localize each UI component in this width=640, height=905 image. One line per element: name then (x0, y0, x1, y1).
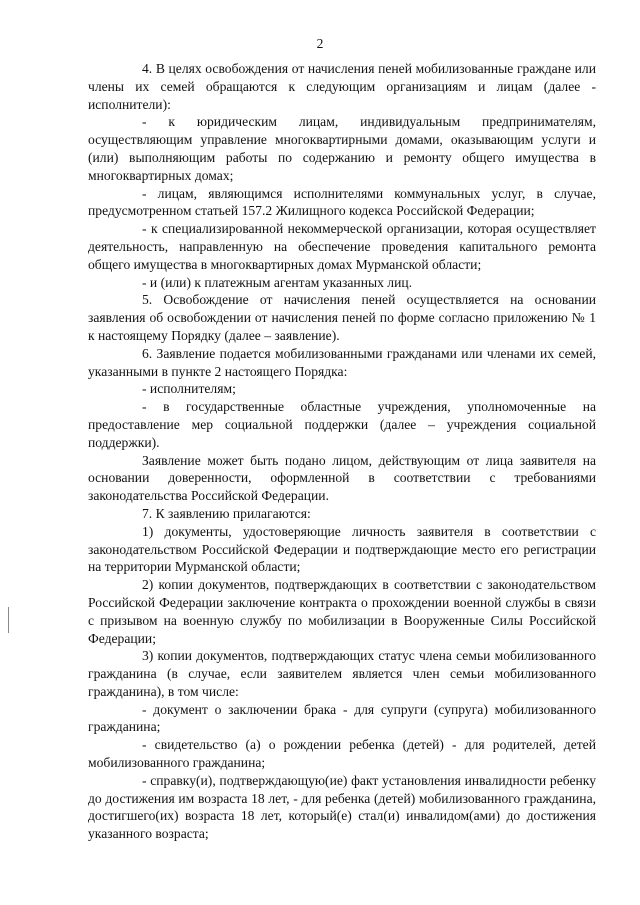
list-item-executors: - исполнителям; (142, 381, 236, 397)
paragraph-4: 4. В целях освобождения от начисления пеней мобилизованные граждане или члены их семей обращаются к следующим организациям и лицам (далее - исполнители): (88, 61, 596, 112)
document-body (88, 60, 596, 843)
page-number: 2 (316, 36, 324, 51)
list-item-birth-certificate: - свидетельство (а) о рождении ребенка (детей) - для родителей, детей мобилизованного гражданина; (88, 737, 596, 771)
paragraph-5: 5. Освобождение от начисления пеней осуществляется на основании заявления об освобождении от начисления пеней по форме согласно приложению № 1 к настоящему Порядку (далее – заявление). (88, 292, 596, 343)
list-item-contract-documents: 2) копии документов, подтверждающих в соответствии с законодательством Российской Федерации заключение контракта о прохождении военной службы в связи с призывом на военную службу по мобилизации в Вооруженные Силы Российской Федерации; (88, 577, 596, 646)
list-item-legal-entities: - к юридическим лицам, индивидуальным предпринимателям, осуществляющим управление многоквартирными домами, оказывающим услуги и (или) выполняющим работы по содержанию и ремонту общего имущества в многоквартирных домах; (88, 114, 596, 183)
paragraph-6: 6. Заявление подается мобилизованными гражданами или членами их семей, указанными в пункте 2 настоящего Порядка: (88, 345, 596, 379)
list-item-identity-documents: 1) документы, удостоверяющие личность заявителя в соответствии с законодательством Российской Федерации и подтверждающие место его регистрации на территории Мурманской области; (88, 523, 596, 575)
margin-mark (8, 607, 9, 633)
list-item-capital-repair-fund: - к специализированной некоммерческой организации, которая осуществляет деятельность, направленную на обеспечение проведения капитального ремонта общего имущества в многоквартирных домах Мурманской области; (88, 221, 596, 272)
list-item-payment-agents: - и (или) к платежным агентам указанных лиц. (142, 274, 413, 290)
paragraph-7: 7. К заявлению прилагаются: (142, 505, 311, 521)
list-item-disability-certificate: - справку(и), подтверждающую(ие) факт установления инвалидности ребенку до достижения им возраста 18 лет, - для ребенка (детей) мобилизованного гражданина, достигшего(их) возраста 18 лет, который(е) стал(и) инвалидом(ами) до достижения указанного возраста; (88, 772, 596, 842)
list-item-marriage-document: - документ о заключении брака - для супруги (супруга) мобилизованного гражданина; (88, 701, 596, 735)
list-item-social-support-institutions: - в государственные областные учреждения, уполномоченные на предоставление мер социальной поддержки (далее – учреждения социальной поддержки). (88, 399, 596, 450)
list-item-family-status-documents: 3) копии документов, подтверждающих статус члена семьи мобилизованного гражданина (в случае, если заявителем является член семьи мобилизованного гражданина), в том числе: (88, 648, 596, 699)
paragraph-proxy: Заявление может быть подано лицом, действующим от лица заявителя на основании доверенности, оформленной в соответствии с требованиями законодательства Российской Федерации. (88, 452, 596, 504)
list-item-utility-providers: - лицам, являющимся исполнителями коммунальных услуг, в случае, предусмотренном статьей 157.2 Жилищного кодекса Российской Федерации; (88, 185, 596, 219)
